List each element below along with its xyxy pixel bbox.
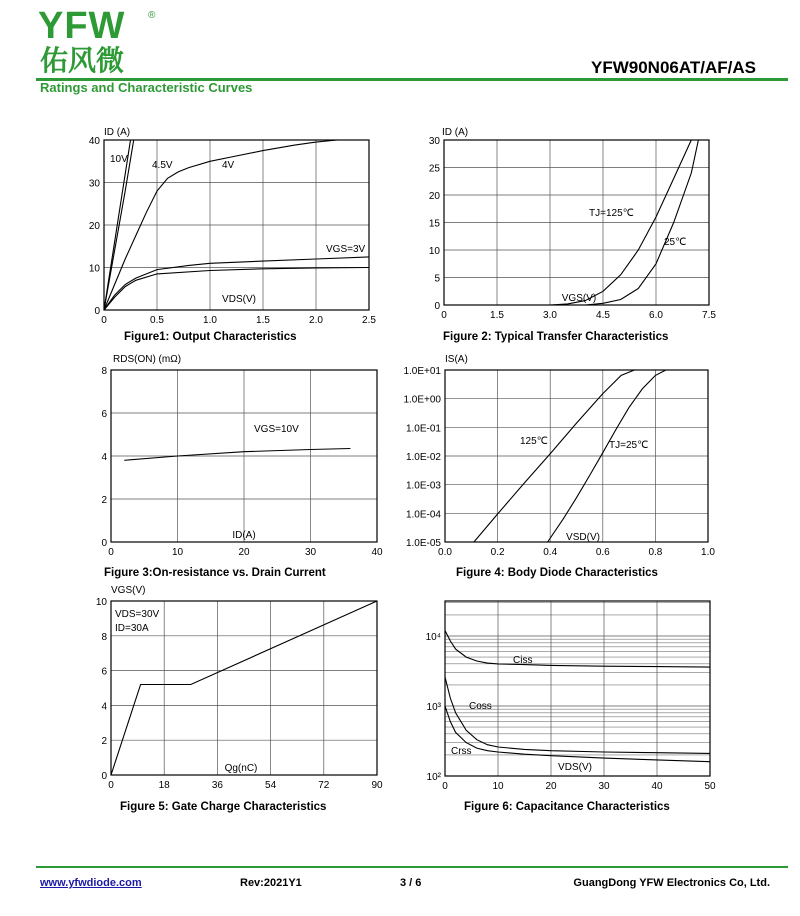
series-line-1 bbox=[445, 677, 710, 753]
figure5-caption: Figure 5: Gate Charge Characteristics bbox=[120, 801, 327, 813]
y-tick-label: 8 bbox=[101, 366, 107, 377]
y-tick-label: 10 bbox=[88, 263, 100, 275]
y-tick-label: 6 bbox=[101, 666, 107, 678]
x-tick-label: 0.5 bbox=[150, 315, 164, 326]
company-logo bbox=[38, 6, 158, 76]
y-tick-label: 10 bbox=[95, 597, 107, 608]
x-tick-label: 10 bbox=[171, 547, 184, 558]
x-tick-label: 1.5 bbox=[256, 315, 270, 326]
figure3-caption: Figure 3:On-resistance vs. Drain Current bbox=[104, 567, 326, 579]
x-tick-label: 72 bbox=[318, 780, 330, 791]
series-annotation: TJ=25℃ bbox=[609, 440, 649, 451]
x-tick-label: 1.0 bbox=[701, 547, 715, 558]
y-tick-label: 1.0E-02 bbox=[405, 452, 441, 463]
series-annotation: 125℃ bbox=[520, 436, 548, 447]
series-annotation: 25℃ bbox=[664, 237, 687, 248]
series-annotation: VGS=10V bbox=[254, 424, 299, 435]
x-tick-label: 36 bbox=[211, 780, 223, 791]
x-tick-label: 30 bbox=[598, 781, 610, 792]
x-tick-label: 0.4 bbox=[543, 547, 558, 558]
series-annotation: Crss bbox=[451, 746, 472, 757]
figure5-gate-charge-chart bbox=[95, 585, 383, 791]
series-line-0 bbox=[111, 601, 377, 775]
x-axis-label: VGS(V) bbox=[561, 293, 597, 304]
series-annotation: 4V bbox=[222, 160, 235, 171]
series-annotation: VDS=30V bbox=[115, 609, 160, 620]
y-tick-label: 15 bbox=[428, 218, 440, 230]
y-axis-label: ID (A) bbox=[442, 127, 469, 138]
figure3-on-resistance-chart bbox=[101, 354, 383, 558]
y-tick-label: 0 bbox=[94, 306, 100, 317]
y-tick-label: 5 bbox=[434, 273, 440, 285]
company-name: GuangDong YFW Electronics Co, Ltd. bbox=[573, 877, 770, 889]
series-annotation: 10V bbox=[110, 154, 128, 165]
x-tick-label: 4.5 bbox=[596, 310, 610, 321]
x-tick-label: 40 bbox=[651, 781, 663, 792]
x-tick-label: 0.8 bbox=[648, 547, 663, 558]
y-tick-label: 25 bbox=[428, 163, 440, 175]
series-annotation: TJ=125℃ bbox=[589, 208, 634, 219]
y-tick-label: 1.0E-05 bbox=[405, 538, 441, 549]
series-annotation: ID=30A bbox=[115, 623, 149, 634]
figure4-body-diode-chart bbox=[403, 354, 715, 558]
logo-letters: YFW bbox=[38, 5, 126, 47]
x-tick-label: 0.2 bbox=[490, 547, 505, 558]
series-annotation: Coss bbox=[469, 701, 492, 712]
x-axis-label: VDS(V) bbox=[222, 294, 256, 305]
x-tick-label: 0.6 bbox=[595, 547, 610, 558]
figure6-capacitance-chart bbox=[425, 601, 716, 792]
footer-divider bbox=[36, 866, 788, 868]
x-axis-label: VSD(V) bbox=[566, 532, 600, 543]
figure1-caption: Figure1: Output Characteristics bbox=[124, 331, 297, 343]
x-tick-label: 6.0 bbox=[649, 310, 663, 321]
revision-label: Rev:2021Y1 bbox=[240, 877, 302, 889]
y-axis-label: VGS(V) bbox=[111, 585, 146, 596]
series-annotation: Ciss bbox=[513, 655, 533, 666]
x-tick-label: 2.5 bbox=[362, 315, 376, 326]
y-tick-label: 4 bbox=[101, 701, 107, 713]
y-tick-label: 0 bbox=[101, 771, 107, 782]
x-axis-label: ID(A) bbox=[232, 530, 256, 541]
x-tick-label: 0 bbox=[441, 310, 447, 321]
y-axis-label: IS(A) bbox=[445, 354, 468, 365]
y-tick-label: 10⁴ bbox=[425, 632, 441, 643]
x-tick-label: 54 bbox=[265, 780, 277, 791]
y-tick-label: 10 bbox=[428, 246, 440, 257]
series-annotation: 4.5V bbox=[152, 160, 173, 171]
x-tick-label: 1.5 bbox=[490, 310, 504, 321]
series-line-0 bbox=[124, 449, 350, 461]
y-tick-label: 8 bbox=[101, 631, 107, 643]
figure2-caption: Figure 2: Typical Transfer Characteristics bbox=[443, 331, 669, 343]
x-tick-label: 3.0 bbox=[543, 310, 557, 321]
y-tick-label: 1.0E+00 bbox=[403, 394, 441, 406]
y-tick-label: 6 bbox=[101, 409, 107, 420]
x-tick-label: 1.0 bbox=[203, 315, 217, 326]
y-tick-label: 4 bbox=[101, 452, 107, 463]
x-tick-label: 0 bbox=[108, 547, 114, 558]
x-tick-label: 30 bbox=[304, 547, 317, 558]
y-tick-label: 20 bbox=[428, 191, 440, 202]
x-tick-label: 10 bbox=[492, 781, 504, 792]
x-tick-label: 50 bbox=[704, 781, 716, 792]
y-tick-label: 2 bbox=[101, 495, 107, 506]
x-tick-label: 0 bbox=[442, 781, 448, 792]
figure2-transfer-characteristics-chart bbox=[428, 127, 716, 321]
y-tick-label: 10² bbox=[426, 772, 441, 783]
y-tick-label: 30 bbox=[428, 136, 440, 147]
y-tick-label: 20 bbox=[88, 221, 100, 232]
y-tick-label: 1.0E-03 bbox=[405, 480, 441, 492]
y-tick-label: 2 bbox=[101, 736, 107, 748]
part-number: YFW90N06AT/AF/AS bbox=[591, 58, 756, 77]
page-number: 3 / 6 bbox=[400, 877, 422, 889]
y-axis-label: RDS(ON) (mΩ) bbox=[113, 354, 182, 365]
y-tick-label: 0 bbox=[101, 538, 107, 549]
y-tick-label: 1.0E-04 bbox=[405, 509, 441, 521]
website-link[interactable]: www.yfwdiode.com bbox=[40, 877, 142, 889]
x-axis-label: Qg(nC) bbox=[224, 763, 258, 774]
y-tick-label: 1.0E+01 bbox=[403, 366, 441, 377]
x-tick-label: 90 bbox=[371, 780, 383, 791]
x-tick-label: 0 bbox=[108, 780, 114, 791]
y-tick-label: 10³ bbox=[426, 702, 441, 713]
figure6-caption: Figure 6: Capacitance Characteristics bbox=[464, 801, 670, 813]
x-tick-label: 2.0 bbox=[309, 315, 323, 326]
x-axis-label: VDS(V) bbox=[558, 762, 592, 773]
figure4-caption: Figure 4: Body Diode Characteristics bbox=[456, 567, 658, 579]
x-tick-label: 20 bbox=[238, 547, 250, 558]
figure1-output-characteristics-chart bbox=[88, 127, 376, 326]
y-tick-label: 30 bbox=[88, 178, 100, 190]
plot-frame bbox=[111, 601, 377, 775]
series-annotation: VGS=3V bbox=[326, 244, 366, 255]
x-tick-label: 7.5 bbox=[702, 310, 716, 321]
logo-chinese-name: 佑风微 bbox=[40, 44, 125, 77]
y-axis-label: ID (A) bbox=[104, 127, 131, 138]
x-tick-label: 20 bbox=[545, 781, 557, 792]
x-tick-label: 0.0 bbox=[438, 547, 452, 558]
section-title: Ratings and Characteristic Curves bbox=[40, 80, 253, 95]
x-tick-label: 0 bbox=[101, 315, 107, 326]
x-tick-label: 40 bbox=[371, 547, 383, 558]
y-tick-label: 1.0E-01 bbox=[405, 423, 441, 435]
y-tick-label: 0 bbox=[434, 301, 440, 312]
y-tick-label: 40 bbox=[88, 136, 100, 147]
registered-mark: ® bbox=[148, 10, 156, 21]
x-tick-label: 18 bbox=[158, 780, 170, 791]
